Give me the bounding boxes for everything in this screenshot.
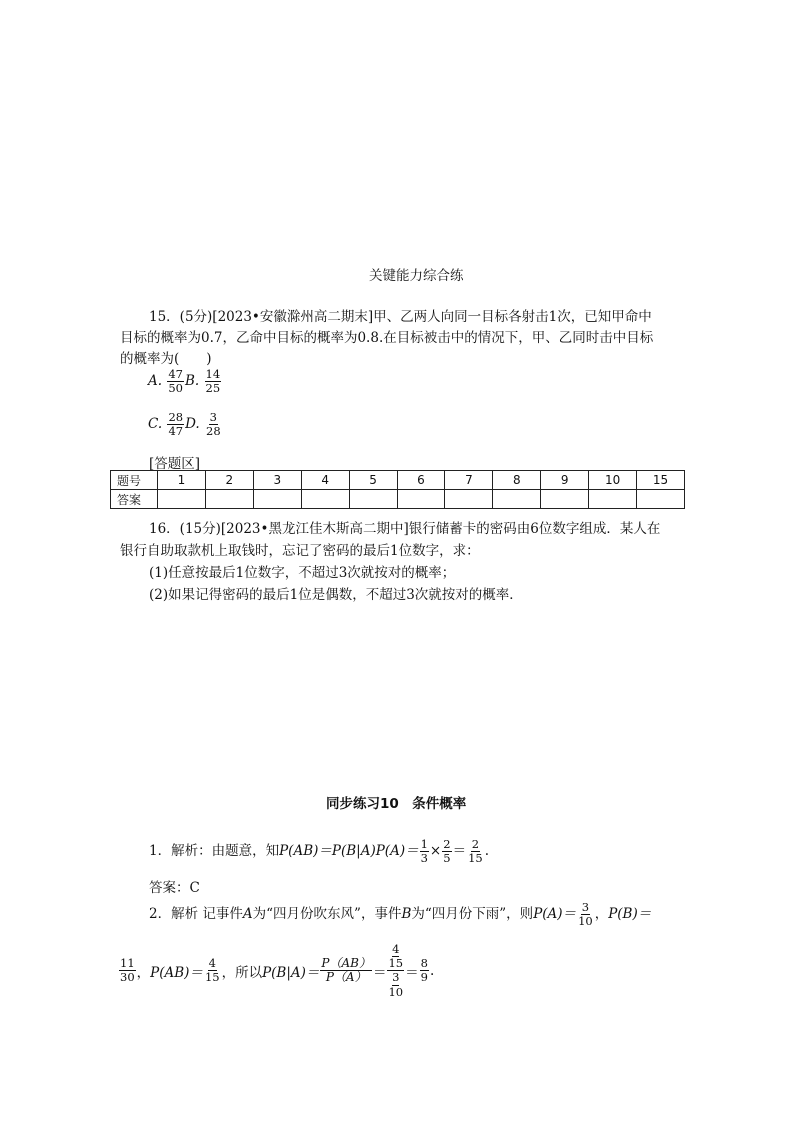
answer-table-answer-header: 答案 (111, 490, 158, 509)
q15-option-d-den: 28 (206, 424, 221, 439)
solution-2-result-fraction (420, 957, 429, 984)
solution-title: 同步练习10 条件概率 (326, 796, 467, 812)
solution-2-pa: P(A)＝ (533, 906, 577, 923)
solution-2-nested-top (387, 943, 404, 971)
answer-table-number: 4 (301, 471, 349, 490)
answer-cell[interactable] (205, 490, 253, 509)
solution-2-text1: 为“四月份吹东风”，事件 (252, 906, 402, 923)
answer-table-number: 15 (637, 471, 685, 490)
solution-2-pb-den: 30 (120, 970, 135, 985)
q15-option-c-fraction (167, 411, 184, 438)
answer-cell[interactable] (637, 490, 685, 509)
solution-2-pb-fraction (119, 957, 136, 984)
solution-2-pa-fraction (577, 901, 594, 928)
solution-2-ratio (320, 957, 372, 986)
q15-option-a-den: 50 (168, 381, 183, 396)
solution-1-f1-den: 3 (420, 851, 428, 866)
solution-2-eq2: ＝ (405, 964, 419, 981)
q15-option-b-num: 14 (205, 367, 221, 381)
solution-1-fraction-3 (467, 838, 484, 865)
solution-1-prefix: 1．解析：由题意，知 (149, 843, 280, 860)
solution-2-prefix: 2．解析 记事件 (149, 906, 243, 923)
q15-options-ab (148, 368, 222, 395)
q15-option-b-fraction (205, 368, 222, 395)
solution-2-res-den: 9 (420, 970, 428, 985)
solution-2-nested-top-num: 4 (392, 942, 400, 956)
solution-1-f2-num: 2 (443, 837, 451, 851)
solution-1-fraction-1 (420, 838, 429, 865)
solution-2-line1 (149, 901, 651, 928)
q16-line4: (2)如果记得密码的最后1位是偶数，不超过3次就按对的概率． (149, 587, 523, 603)
q15-option-a-num: 47 (168, 367, 183, 381)
q15-option-d-fraction (205, 411, 222, 438)
answer-cell[interactable] (253, 490, 301, 509)
q15-option-a-fraction (167, 368, 184, 395)
solution-1-fraction-2 (442, 838, 451, 865)
solution-2-comma2: ， (136, 964, 151, 981)
solution-2-pb: P(B)＝ (608, 906, 652, 923)
solution-2-pab-fraction (204, 957, 221, 984)
solution-2-end: . (429, 962, 435, 979)
answer-table-number: 5 (349, 471, 397, 490)
q15-option-c-label: C. (148, 416, 163, 433)
solution-2-ratio-num: P（AB） (321, 955, 371, 970)
answer-table-number: 2 (205, 471, 253, 490)
solution-1 (149, 838, 489, 865)
solution-2-comma1: ， (594, 906, 609, 923)
answer-cell[interactable] (445, 490, 493, 509)
solution-2-pab-num: 4 (208, 956, 216, 971)
answer-table-number: 1 (158, 471, 206, 490)
solution-1-f1-num: 1 (420, 837, 428, 851)
solution-2-nested-bot-num: 3 (392, 970, 400, 985)
section-title: 关键能力综合练 (369, 268, 464, 284)
solution-2-text2: 为“四月份下雨”，则 (411, 906, 534, 923)
solution-2-event-b: B (401, 906, 412, 923)
q15-option-b-den: 25 (205, 381, 221, 396)
solution-2-line2 (118, 943, 434, 999)
answer-cell[interactable] (301, 490, 349, 509)
q15-options-cd (148, 411, 223, 438)
solution-1-times: × (429, 843, 442, 860)
q16-line1: 16．(15分)[2023•黑龙江佳木斯高二期中]银行储蓄卡的密码由6位数字组成．某人在 (149, 521, 661, 537)
solution-1-f3-den: 15 (468, 851, 483, 866)
answer-area-label: [答题区] (149, 456, 201, 472)
answer-cell[interactable] (493, 490, 541, 509)
solution-2-res-num: 8 (420, 956, 428, 971)
solution-2-event-a: A (242, 906, 253, 923)
q15-line1: 15．(5分)[2023•安徽滁州高二期末]甲、乙两人向同一目标各射击1次，已知甲命中 (149, 309, 652, 325)
answer-table-number-row (111, 471, 685, 490)
solution-1-f2-den: 5 (443, 851, 451, 866)
answer-cell[interactable] (541, 490, 589, 509)
q15-option-a-label: A. (148, 373, 163, 390)
solution-2-pba: P(B|A)＝ (262, 964, 320, 981)
solution-1-answer: 答案：C (149, 880, 200, 896)
solution-2-nested-bottom (387, 971, 404, 998)
answer-cell[interactable] (397, 490, 445, 509)
solution-2-eq1: ＝ (372, 964, 387, 981)
solution-2-pab: P(AB)＝ (150, 964, 203, 981)
answer-table-number: 7 (445, 471, 493, 490)
answer-table-number: 6 (397, 471, 445, 490)
q15-option-b-label: B. (184, 373, 200, 390)
solution-2-pa-den: 10 (578, 914, 593, 929)
answer-table (110, 470, 685, 509)
answer-table-number: 10 (589, 471, 637, 490)
solution-2-pb-num: 11 (120, 956, 135, 971)
answer-table-answer-row (111, 490, 685, 509)
q15-option-c-num: 28 (168, 410, 184, 424)
answer-table-number: 3 (253, 471, 301, 490)
solution-2-nested-bot-den: 10 (388, 984, 404, 999)
answer-cell[interactable] (349, 490, 397, 509)
solution-2-pa-num: 3 (581, 900, 590, 914)
solution-1-formula: P(AB)＝P(B|A)P(A)＝ (279, 843, 419, 860)
answer-table-number-header: 题号 (111, 471, 158, 490)
answer-table-number: 8 (493, 471, 541, 490)
answer-cell[interactable] (589, 490, 637, 509)
q16-line3: (1)任意按最后1位数字，不超过3次就按对的概率； (149, 565, 456, 581)
solution-1-end: . (484, 843, 489, 860)
solution-2-nested-fraction (387, 943, 404, 999)
answer-table-number: 9 (541, 471, 589, 490)
q15-line2: 目标的概率为0.7，乙命中目标的概率为0.8.在目标被击中的情况下，甲、乙同时击中目标 (120, 330, 654, 346)
solution-2-so: ，所以 (221, 964, 263, 981)
solution-1-f3-num: 2 (471, 837, 480, 851)
solution-2-ratio-den: P（A） (325, 970, 367, 985)
q16-line2: 银行自助取款机上取钱时，忘记了密码的最后1位数字，求： (120, 543, 480, 559)
solution-2-nested-top-den: 15 (388, 956, 404, 971)
q15-option-d-label: D. (185, 416, 200, 433)
solution-2-pab-den: 15 (204, 970, 220, 985)
solution-1-equals: ＝ (452, 843, 467, 860)
q15-option-d-num: 3 (209, 410, 217, 424)
answer-cell[interactable] (158, 490, 206, 509)
q15-line3: 的概率为( ) (120, 351, 212, 367)
q15-option-c-den: 47 (168, 424, 184, 439)
